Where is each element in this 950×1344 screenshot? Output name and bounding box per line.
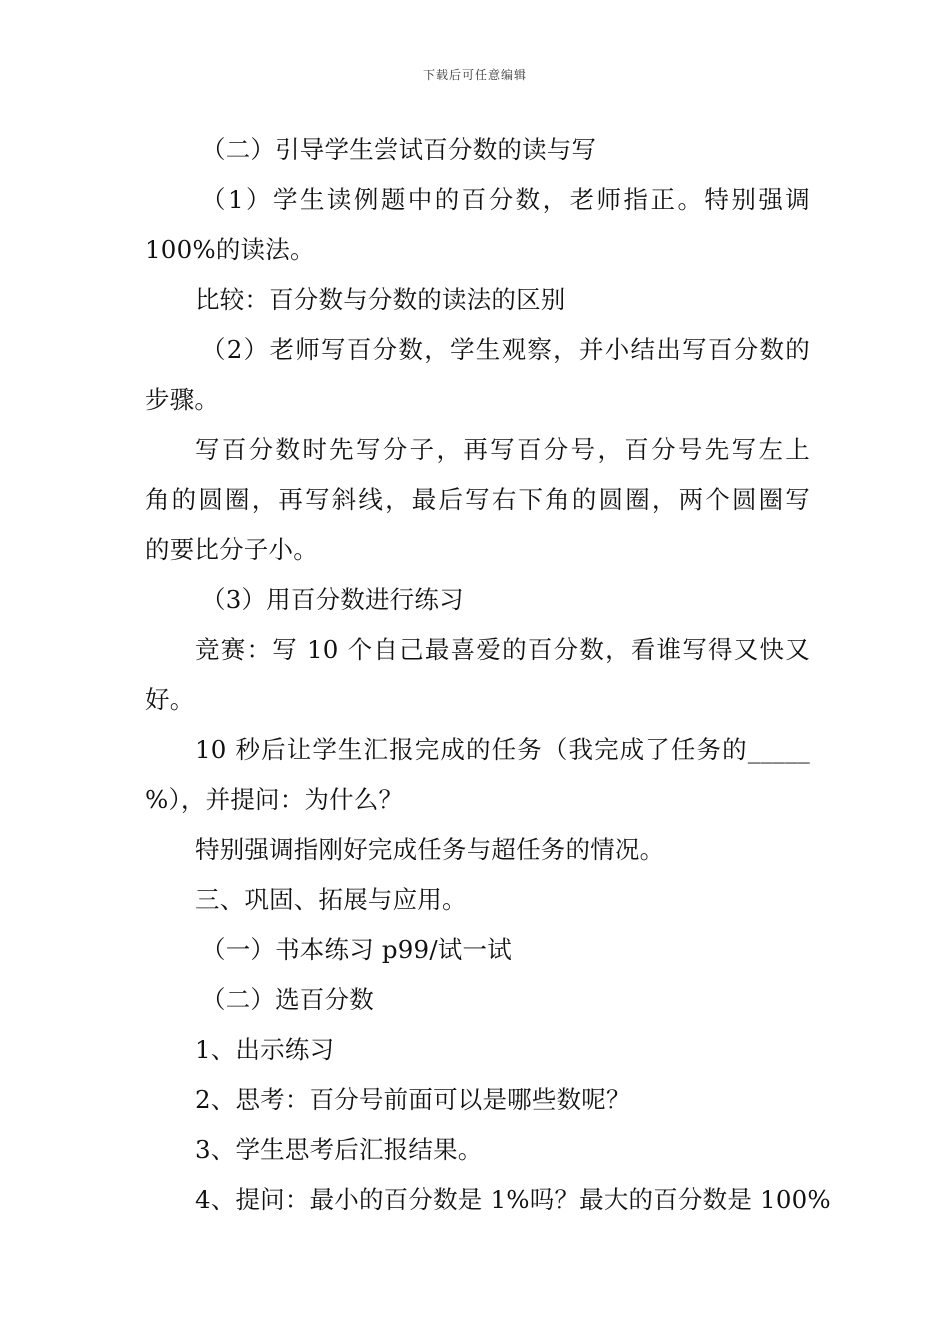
paragraph-line: 竞赛：写 10 个自己最喜爱的百分数，看谁写得又快又	[195, 635, 810, 664]
section-heading: 三、巩固、拓展与应用。	[195, 885, 467, 914]
section-heading: （二）引导学生尝试百分数的读与写	[201, 135, 597, 164]
list-item: 1、出示练习	[195, 1035, 335, 1064]
list-item: 4、提问：最小的百分数是 1%吗？最大的百分数是 100%	[195, 1185, 831, 1214]
paragraph-line: （3）用百分数进行练习	[201, 585, 464, 614]
paragraph-line: 好。	[145, 685, 195, 714]
paragraph-line: （1）学生读例题中的百分数，老师指正。特别强调	[201, 185, 810, 214]
paragraph-line: 比较：百分数与分数的读法的区别	[195, 285, 566, 314]
document-body	[145, 125, 831, 1225]
page-header-note: 下载后可任意编辑	[422, 68, 527, 82]
subsection-heading: （二）选百分数	[201, 985, 374, 1014]
paragraph-line: 的要比分子小。	[145, 535, 318, 564]
paragraph-line: %），并提问：为什么？	[145, 785, 404, 814]
paragraph-line: 10 秒后让学生汇报完成的任务（我完成了任务的_____	[195, 735, 810, 764]
paragraph-line: 写百分数时先写分子，再写百分号，百分号先写左上	[195, 435, 810, 464]
paragraph-line: 角的圆圈，再写斜线，最后写右下角的圆圈，两个圆圈写	[145, 485, 810, 514]
paragraph-line: （2）老师写百分数，学生观察，并小结出写百分数的	[201, 335, 810, 364]
list-item: 3、学生思考后汇报结果。	[195, 1135, 483, 1164]
paragraph-line: 特别强调指刚好完成任务与超任务的情况。	[195, 835, 665, 864]
paragraph-line: 步骤。	[145, 385, 220, 414]
list-item: 2、思考：百分号前面可以是哪些数呢？	[195, 1085, 631, 1114]
subsection-heading: （一）书本练习 p99/试一试	[201, 935, 512, 964]
paragraph-line: 100%的读法。	[145, 235, 315, 264]
